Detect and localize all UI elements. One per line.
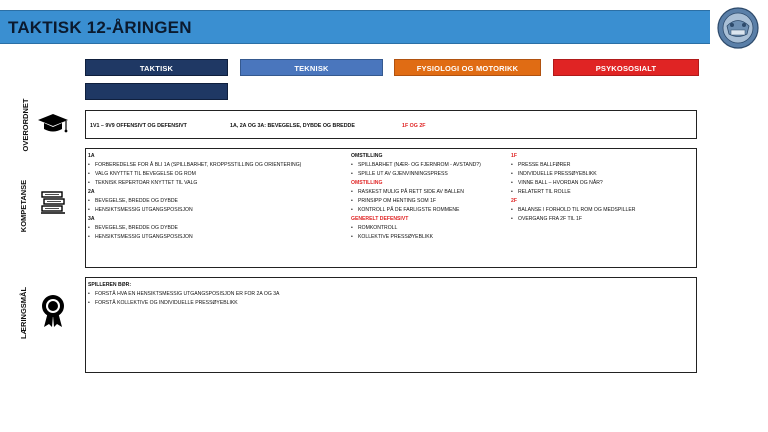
list-item: • VINNE BALL – HVORDAN OG NÅR? <box>511 179 635 188</box>
laeringsmal-heading: SPILLEREN BØR: <box>88 282 132 288</box>
kompetanse-box <box>85 148 697 268</box>
list-item: • RELATERT TIL ROLLE <box>511 188 635 197</box>
list-item: • OVERGANG FRA 2F TIL 1F <box>511 215 635 224</box>
section-label-laeringsmal: LÆRINGSMÅL <box>19 286 28 340</box>
list-item: • INDIVIDUELLE PRESSØYEBLIKK <box>511 170 635 179</box>
laeringsmal-box <box>85 277 697 373</box>
column-heading: 3A <box>88 216 95 222</box>
section-label-overordnet: OVERORDNET <box>21 98 30 152</box>
kompetanse-column-2 <box>351 152 481 242</box>
list-item: • KONTROLL PÅ DE FARLIGSTE ROMMENE <box>351 206 481 215</box>
header-bar <box>0 10 710 44</box>
overordnet-item: 1A, 2A OG 3A: BEVEGELSE, DYBDE OG BREDDE <box>230 123 355 129</box>
list-item: • FORSTÅ KOLLEKTIVE OG INDIVIDUELLE PRESSØYEBLIKK <box>88 299 279 308</box>
list-item: • RASKEST MULIG PÅ RETT SIDE AV BALLEN <box>351 188 481 197</box>
selected-category-indicator <box>85 83 228 100</box>
list-item: • ROMKONTROLL <box>351 224 481 233</box>
award-ribbon-icon <box>41 294 65 333</box>
list-item: • VALG KNYTTET TIL BEVEGELSE OG ROM <box>88 170 301 179</box>
section-label-kompetanse: KOMPETANSE <box>19 179 28 233</box>
list-item: • SPILLBARHET (NÆR- OG FJERNROM - AVSTAND?) <box>351 161 481 170</box>
kompetanse-column-1 <box>88 152 301 242</box>
list-item: • PRINSIPP OM HENTING SOM 1F <box>351 197 481 206</box>
tab-teknisk[interactable]: TEKNISK <box>240 59 383 76</box>
tab-psykososialt[interactable]: PSYKOSOSIALT <box>553 59 699 76</box>
list-item: • PRESSE BALLFØRER <box>511 161 635 170</box>
tab-fysiologi-og-motorikk[interactable]: FYSIOLOGI OG MOTORIKK <box>394 59 541 76</box>
list-item: • BALANSE I FORHOLD TIL ROM OG MEDSPILLER <box>511 206 635 215</box>
club-badge-icon <box>717 7 759 49</box>
graduation-cap-icon <box>37 113 69 140</box>
column-heading: 2F <box>511 198 517 204</box>
tab-taktisk[interactable]: TAKTISK <box>85 59 228 76</box>
column-heading: OMSTILLING <box>351 180 383 186</box>
overordnet-item: 1F OG 2F <box>402 123 426 129</box>
list-item: • BEVEGELSE, BREDDE OG DYBDE <box>88 224 301 233</box>
kompetanse-column-3 <box>511 152 635 224</box>
list-item: • HENSIKTSMESSIG UTGANGSPOSISJON <box>88 206 301 215</box>
laeringsmal-content <box>88 281 279 308</box>
list-item: • HENSIKTSMESSIG UTGANGSPOSISJON <box>88 233 301 242</box>
column-heading: OMSTILLING <box>351 153 383 159</box>
list-item: • BEVEGELSE, BREDDE OG DYBDE <box>88 197 301 206</box>
list-item: • KOLLEKTIVE PRESSØYEBLIKK <box>351 233 481 242</box>
column-heading: GENERELT DEFENSIVT <box>351 216 409 222</box>
page-title: TAKTISK 12-ÅRINGEN <box>8 18 192 37</box>
column-heading: 1F <box>511 153 517 159</box>
list-item: • SPILLE UT AV GJENVINNINGSPRESS <box>351 170 481 179</box>
list-item: • FORSTÅ HVA EN HENSIKTSMESSIG UTGANGSPOSISJON ER FOR 2A OG 3A <box>88 290 279 299</box>
books-icon <box>40 190 66 221</box>
overordnet-box <box>85 110 697 139</box>
list-item: • FORBEREDELSE FOR Å BLI 1A (SPILLBARHET, KROPPSSTILLING OG ORIENTERING) <box>88 161 301 170</box>
column-heading: 2A <box>88 189 95 195</box>
list-item: • TEKNISK REPERTOAR KNYTTET TIL VALG <box>88 179 301 188</box>
overordnet-item: 1V1 – 9V9 OFFENSIVT OG DEFENSIVT <box>90 123 187 129</box>
column-heading: 1A <box>88 153 95 159</box>
